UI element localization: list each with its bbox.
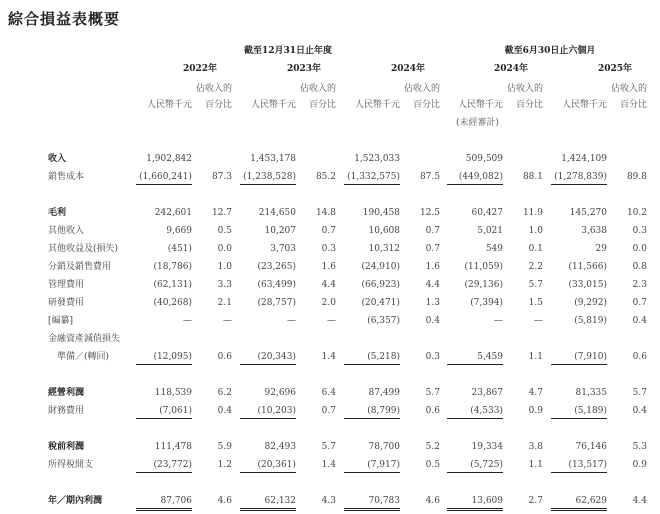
row-label: 年／期內利潤 [48, 496, 103, 506]
percent-cell: 5.7 [632, 388, 647, 398]
row-label: 準備／(轉回) [48, 352, 110, 362]
percent-cell: 3.3 [217, 280, 232, 290]
amount-cell: (1,332,575) [344, 170, 400, 185]
amount-cell: 60,427 [471, 208, 503, 218]
percent-cell: 5.7 [425, 388, 440, 398]
header-year: 2025年 [597, 64, 633, 74]
amount-cell: 145,270 [569, 208, 607, 218]
header-pct-label-2: 百分比 [204, 100, 232, 110]
header-pct-label-2: 百分比 [308, 100, 336, 110]
percent-cell: 1.1 [528, 460, 543, 470]
header-amount-label: 人民幣千元 [250, 100, 296, 110]
row-label: 收入 [48, 154, 67, 164]
percent-cell: 0.7 [321, 406, 336, 416]
amount-cell: (5,189) [551, 404, 607, 419]
percent-cell: 0.0 [217, 244, 232, 254]
amount-cell: 23,867 [471, 388, 503, 398]
amount-cell: 87,706 [136, 494, 192, 511]
amount-cell: (20,471) [361, 298, 400, 308]
amount-cell: 29 [595, 244, 607, 254]
percent-cell: 1.6 [321, 262, 336, 272]
header-pct-label-1: 佔收入的 [610, 84, 647, 94]
row-label: 其他收入 [48, 226, 85, 236]
percent-cell: 0.5 [217, 226, 232, 236]
header-pct-label-2: 百分比 [412, 100, 440, 110]
percent-cell: 87.5 [419, 172, 440, 182]
amount-cell: (7,917) [344, 458, 400, 473]
amount-cell: (1,660,241) [136, 170, 192, 185]
percent-cell: 4.6 [425, 496, 440, 506]
header-unaudited: (未經審計) [455, 118, 499, 128]
header-pct-label-1: 佔收入的 [506, 84, 543, 94]
amount-cell: (23,265) [257, 262, 296, 272]
row-label: 稅前利潤 [48, 442, 85, 452]
amount-cell: (29,136) [464, 280, 503, 290]
header-pct-label-1: 佔收入的 [195, 84, 232, 94]
amount-cell: 1,902,842 [146, 154, 192, 164]
amount-cell: (1,278,839) [551, 170, 607, 185]
amount-cell: 19,334 [471, 442, 503, 452]
amount-cell: 1,523,033 [354, 154, 400, 164]
header-amount-label: 人民幣千元 [561, 100, 607, 110]
percent-cell: 1.5 [528, 298, 543, 308]
header-pct-label-1: 佔收入的 [403, 84, 440, 94]
amount-cell: 5,021 [477, 226, 503, 236]
percent-cell: 5.3 [632, 442, 647, 452]
percent-cell: 0.6 [632, 352, 647, 362]
amount-cell: (5,218) [344, 350, 400, 365]
percent-cell: 6.2 [217, 388, 232, 398]
amount-cell: (28,757) [257, 298, 296, 308]
percent-cell: 85.2 [315, 172, 336, 182]
amount-cell: (23,772) [136, 458, 192, 473]
percent-cell: 5.2 [425, 442, 440, 452]
amount-cell: (13,517) [551, 458, 607, 473]
header-pct-label-2: 百分比 [619, 100, 647, 110]
row-label: 研發費用 [48, 298, 85, 308]
percent-cell: 0.7 [321, 226, 336, 236]
header-group-half: 截至6月30日止六個月 [504, 46, 596, 56]
percent-cell: 4.4 [321, 280, 336, 290]
percent-cell: 14.8 [315, 208, 336, 218]
percent-cell: 0.7 [425, 244, 440, 254]
percent-cell: 0.6 [425, 406, 440, 416]
percent-cell: 0.8 [632, 262, 647, 272]
amount-cell: (8,799) [344, 404, 400, 419]
percent-cell: 10.2 [626, 208, 647, 218]
amount-cell: (62,131) [153, 280, 192, 290]
header-amount-label: 人民幣千元 [457, 100, 503, 110]
amount-cell: (33,015) [568, 280, 607, 290]
percent-cell: 1.6 [425, 262, 440, 272]
amount-cell [240, 332, 296, 346]
percent-cell: 2.2 [528, 262, 543, 272]
amount-cell: 190,458 [362, 208, 400, 218]
percent-cell: 0.3 [632, 226, 647, 236]
amount-cell: (5,725) [447, 458, 503, 473]
percent-cell: 88.1 [522, 172, 543, 182]
percent-cell: 0.6 [217, 352, 232, 362]
percent-cell: 1.2 [217, 460, 232, 470]
amount-cell: 76,146 [575, 442, 607, 452]
row-label: 管理費用 [48, 280, 85, 290]
row-label: 經營利潤 [48, 388, 85, 398]
amount-cell: (11,059) [464, 262, 503, 272]
amount-cell: (7,061) [136, 404, 192, 419]
amount-cell: (7,910) [551, 350, 607, 365]
row-label: 銷售成本 [48, 172, 85, 182]
amount-cell: 549 [485, 244, 503, 254]
percent-cell: 0.4 [425, 316, 440, 326]
row-label: 財務費用 [48, 406, 85, 416]
amount-cell: (451) [167, 244, 192, 254]
percent-cell: — [223, 316, 232, 326]
percent-cell: 0.4 [217, 406, 232, 416]
amount-cell: 70,783 [344, 494, 400, 511]
row-label: 分銷及銷售費用 [48, 262, 112, 272]
percent-cell: 0.4 [632, 406, 647, 416]
amount-cell: (20,361) [240, 458, 296, 473]
percent-cell: 4.7 [528, 388, 543, 398]
amount-cell: (7,394) [470, 298, 503, 308]
percent-cell: 0.5 [425, 460, 440, 470]
amount-cell: 78,700 [368, 442, 400, 452]
page-title: 綜合損益表概要 [8, 10, 121, 28]
amount-cell: (449,082) [447, 170, 503, 185]
header-year: 2024年 [493, 64, 529, 74]
percent-cell: 11.9 [522, 208, 543, 218]
amount-cell: 62,132 [240, 494, 296, 511]
row-label: [編纂] [48, 316, 74, 326]
row-label: 所得稅開支 [48, 460, 94, 470]
amount-cell: — [183, 316, 192, 326]
amount-cell: 1,453,178 [250, 154, 296, 164]
amount-cell: 509,509 [465, 154, 503, 164]
amount-cell: — [287, 316, 296, 326]
percent-cell: 12.7 [211, 208, 232, 218]
amount-cell: (1,238,528) [240, 170, 296, 185]
amount-cell: (66,923) [361, 280, 400, 290]
amount-cell: 3,638 [581, 226, 607, 236]
amount-cell [136, 332, 192, 346]
percent-cell: 2.7 [528, 496, 543, 506]
amount-cell: 10,608 [368, 226, 400, 236]
amount-cell: — [494, 316, 503, 326]
amount-cell: (12,095) [136, 350, 192, 365]
amount-cell [551, 332, 607, 346]
percent-cell: 4.3 [321, 496, 336, 506]
amount-cell: (6,357) [367, 316, 400, 326]
percent-cell: 0.3 [321, 244, 336, 254]
amount-cell: 10,207 [264, 226, 296, 236]
amount-cell: 242,601 [154, 208, 192, 218]
amount-cell: (5,819) [574, 316, 607, 326]
amount-cell [447, 332, 503, 346]
amount-cell: 62,629 [551, 494, 607, 511]
amount-cell: 13,609 [447, 494, 503, 511]
amount-cell: 81,335 [575, 388, 607, 398]
percent-cell: 0.0 [632, 244, 647, 254]
percent-cell: 1.3 [425, 298, 440, 308]
row-label: 其他收益及(損失) [48, 244, 119, 254]
percent-cell: 1.1 [528, 352, 543, 362]
percent-cell: 3.8 [528, 442, 543, 452]
amount-cell: (24,910) [361, 262, 400, 272]
amount-cell: 214,650 [258, 208, 296, 218]
amount-cell: 5,459 [447, 350, 503, 365]
amount-cell: (40,268) [153, 298, 192, 308]
amount-cell: (9,292) [574, 298, 607, 308]
percent-cell: 0.9 [528, 406, 543, 416]
amount-cell [344, 332, 400, 346]
percent-cell: 1.0 [528, 226, 543, 236]
percent-cell: 0.4 [632, 316, 647, 326]
percent-cell: 0.9 [632, 460, 647, 470]
header-amount-label: 人民幣千元 [354, 100, 400, 110]
percent-cell: 0.7 [632, 298, 647, 308]
percent-cell: 5.9 [217, 442, 232, 452]
percent-cell: 5.7 [321, 442, 336, 452]
amount-cell: (11,566) [568, 262, 607, 272]
percent-cell: 0.7 [425, 226, 440, 236]
percent-cell: 2.1 [217, 298, 232, 308]
amount-cell: (10,203) [240, 404, 296, 419]
row-label: 金融資產減值損失 [48, 334, 121, 344]
amount-cell: (63,499) [257, 280, 296, 290]
percent-cell: 2.3 [632, 280, 647, 290]
header-pct-label-1: 佔收入的 [299, 84, 336, 94]
amount-cell: 118,539 [154, 388, 192, 398]
amount-cell: 3,703 [270, 244, 296, 254]
percent-cell: 0.1 [528, 244, 543, 254]
percent-cell: 5.7 [528, 280, 543, 290]
row-label: 毛利 [48, 208, 67, 218]
percent-cell: 4.4 [632, 496, 647, 506]
amount-cell: 87,499 [368, 388, 400, 398]
amount-cell: (20,343) [240, 350, 296, 365]
amount-cell: 82,493 [264, 442, 296, 452]
percent-cell: 2.0 [321, 298, 336, 308]
percent-cell: 0.3 [425, 352, 440, 362]
amount-cell: 9,669 [166, 226, 192, 236]
percent-cell: 87.3 [211, 172, 232, 182]
percent-cell: 6.4 [321, 388, 336, 398]
percent-cell: — [327, 316, 336, 326]
percent-cell: 1.4 [321, 460, 336, 470]
percent-cell: — [534, 316, 543, 326]
header-year: 2023年 [286, 64, 322, 74]
header-amount-label: 人民幣千元 [146, 100, 192, 110]
percent-cell: 4.6 [217, 496, 232, 506]
amount-cell: (18,786) [153, 262, 192, 272]
header-group-annual: 截至12月31日止年度 [243, 46, 333, 56]
percent-cell: 4.4 [425, 280, 440, 290]
percent-cell: 1.4 [321, 352, 336, 362]
header-year: 2024年 [390, 64, 426, 74]
amount-cell: 10,312 [368, 244, 400, 254]
header-year: 2022年 [182, 64, 218, 74]
header-pct-label-2: 百分比 [515, 100, 543, 110]
percent-cell: 12.5 [419, 208, 440, 218]
percent-cell: 1.0 [217, 262, 232, 272]
amount-cell: 1,424,109 [561, 154, 607, 164]
percent-cell: 89.8 [626, 172, 647, 182]
amount-cell: 111,478 [154, 442, 192, 452]
amount-cell: (4,533) [447, 404, 503, 419]
amount-cell: 92,696 [264, 388, 296, 398]
